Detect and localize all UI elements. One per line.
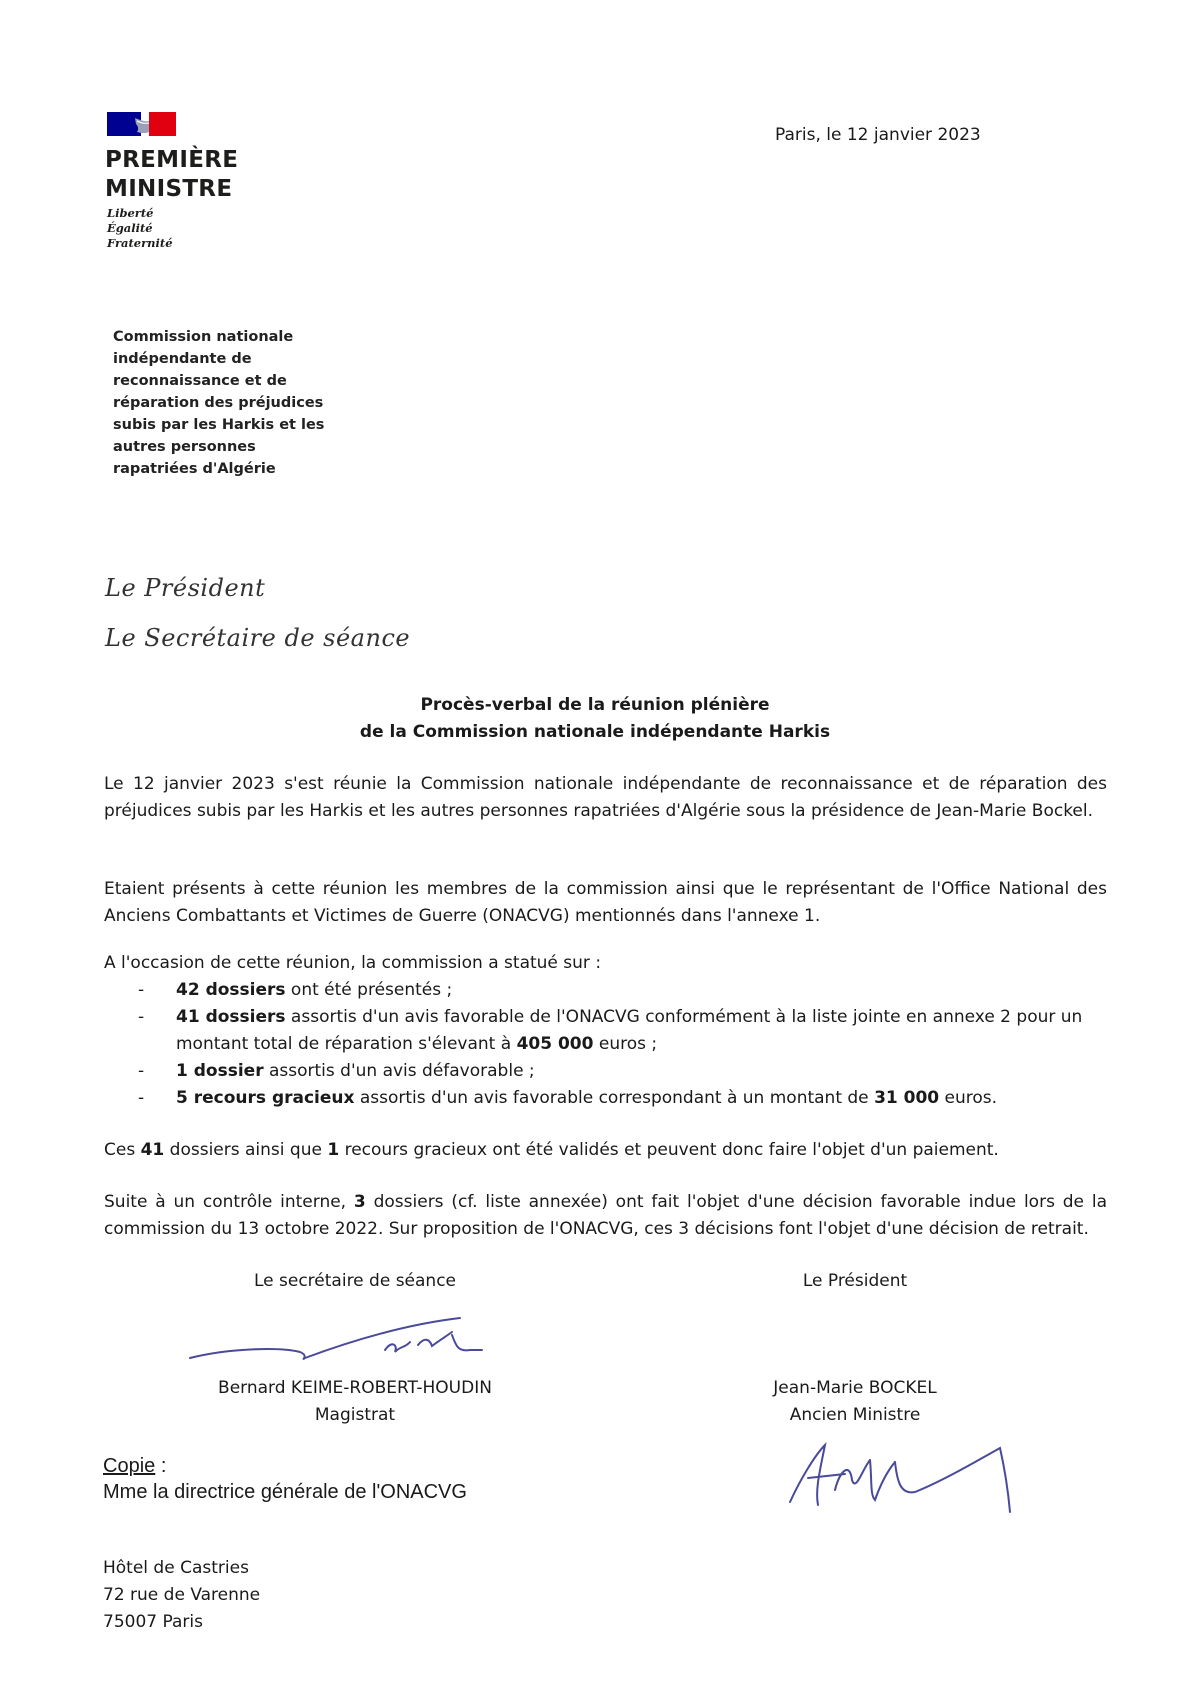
paragraph-control <box>104 1189 1107 1243</box>
bullet-amount: 31 000 <box>874 1088 940 1108</box>
bold-number: 3 <box>353 1192 366 1212</box>
address-line: Hôtel de Castries <box>103 1558 249 1578</box>
copy-recipient: Mme la directrice générale de l'ONACVG <box>103 1481 467 1503</box>
document-date: Paris, le 12 janvier 2023 <box>775 125 981 145</box>
secretaire-block <box>180 1375 530 1429</box>
commission-line: indépendante de <box>113 351 252 367</box>
motto-fraternite: Fraternité <box>107 236 173 250</box>
bullet-amount: 405 000 <box>516 1034 594 1054</box>
document-title-line1: Procès-verbal de la réunion plénière <box>420 695 770 715</box>
bullet-text: assortis d'un avis favorable de l'ONACVG conformément à la liste jointe en annexe 2 pour un montant total de réparation s'élevant à <box>176 1007 1083 1054</box>
copy-colon: : <box>155 1455 167 1477</box>
bullet-text: euros. <box>939 1088 998 1108</box>
commission-line: autres personnes <box>113 439 256 455</box>
text-span: dossiers (cf. liste annexée) ont fait l'objet d'une décision favorable indue lors de la commission du 13 octobre 2022. Sur proposition de l'ONACVG, ces 3 décisions font l'objet d'une décision de retrait. <box>104 1192 1107 1239</box>
secretaire-script-line: Le Secrétaire de séance <box>105 624 411 652</box>
president-title: Le Président <box>802 1271 908 1291</box>
list-item <box>104 977 1107 1004</box>
logo-title-line2: MINISTRE <box>105 176 233 202</box>
list-item <box>104 1085 1107 1112</box>
secretaire-role: Magistrat <box>314 1405 396 1425</box>
president-script-line: Le Président <box>105 574 266 602</box>
president-signature <box>790 1445 1010 1512</box>
bold-number: 41 <box>140 1140 165 1160</box>
text-span: Ces <box>104 1140 141 1160</box>
bullet-text: assortis d'un avis favorable correspondant à un montant de <box>354 1088 875 1108</box>
commission-line: reconnaissance et de <box>113 373 287 389</box>
copy-block <box>103 1453 467 1505</box>
president-name: Jean-Marie BOCKEL <box>773 1378 937 1398</box>
commission-line: Commission nationale <box>113 329 294 345</box>
secretaire-name: Bernard KEIME-ROBERT-HOUDIN <box>218 1378 492 1398</box>
bullet-bold: 5 recours gracieux <box>176 1088 355 1108</box>
logo-motto <box>107 206 173 251</box>
paragraph-intro: Le 12 janvier 2023 s'est réunie la Commission nationale indépendante de reconnaissance et de réparation des préjudices subis par les Harkis et les autres personnes rapatriées d'Algérie sous la présidence de Jean-Marie Bockel. <box>104 774 1107 821</box>
document-title-line2: de la Commission nationale indépendante Harkis <box>359 722 831 742</box>
address-line: 72 rue de Varenne <box>103 1585 261 1605</box>
president-role: Ancien Ministre <box>789 1405 921 1425</box>
bold-number: 1 <box>327 1140 340 1160</box>
bullet-text: ont été présentés ; <box>285 980 453 1000</box>
motto-liberte: Liberté <box>107 206 154 220</box>
commission-block <box>113 326 343 480</box>
paragraph-attendees: Etaient présents à cette réunion les membres de la commission ainsi que le représentant de l'Office National des Anciens Combattants et Victimes de Guerre (ONACVG) mentionnés dans l'annexe 1. <box>104 879 1107 926</box>
decision-list <box>104 977 1107 1112</box>
bullet-bold: 41 dossiers <box>176 1007 286 1027</box>
president-block <box>720 1375 990 1429</box>
copy-label-line <box>103 1453 467 1479</box>
text-span: recours gracieux ont été validés et peuvent donc faire l'objet d'un paiement. <box>339 1140 999 1160</box>
bullet-text: euros ; <box>593 1034 658 1054</box>
bullet-bold: 42 dossiers <box>176 980 286 1000</box>
list-item <box>104 1058 1107 1085</box>
document-title <box>0 692 1190 746</box>
paragraph-statement: A l'occasion de cette réunion, la commission a statué sur : <box>104 953 602 973</box>
motto-egalite: Égalité <box>107 221 153 235</box>
list-item <box>104 1004 1107 1058</box>
bullet-text: assortis d'un avis défavorable ; <box>263 1061 535 1081</box>
logo-title-line1: PREMIÈRE <box>105 147 239 173</box>
secretaire-signature <box>190 1318 482 1359</box>
logo-title <box>105 146 238 204</box>
address-line: 75007 Paris <box>103 1612 203 1632</box>
text-span: dossiers ainsi que <box>164 1140 328 1160</box>
copy-label: Copie <box>103 1455 156 1477</box>
secretaire-title: Le secrétaire de séance <box>253 1271 457 1291</box>
commission-line: rapatriées d'Algérie <box>113 461 276 477</box>
commission-line: subis par les Harkis et les <box>113 417 325 433</box>
address-block <box>103 1555 260 1636</box>
marianne-flag-logo <box>107 112 176 136</box>
text-span: Suite à un contrôle interne, <box>104 1192 354 1212</box>
paragraph-validation <box>104 1137 1107 1164</box>
bullet-bold: 1 dossier <box>176 1061 264 1081</box>
commission-line: réparation des préjudices <box>113 395 324 411</box>
